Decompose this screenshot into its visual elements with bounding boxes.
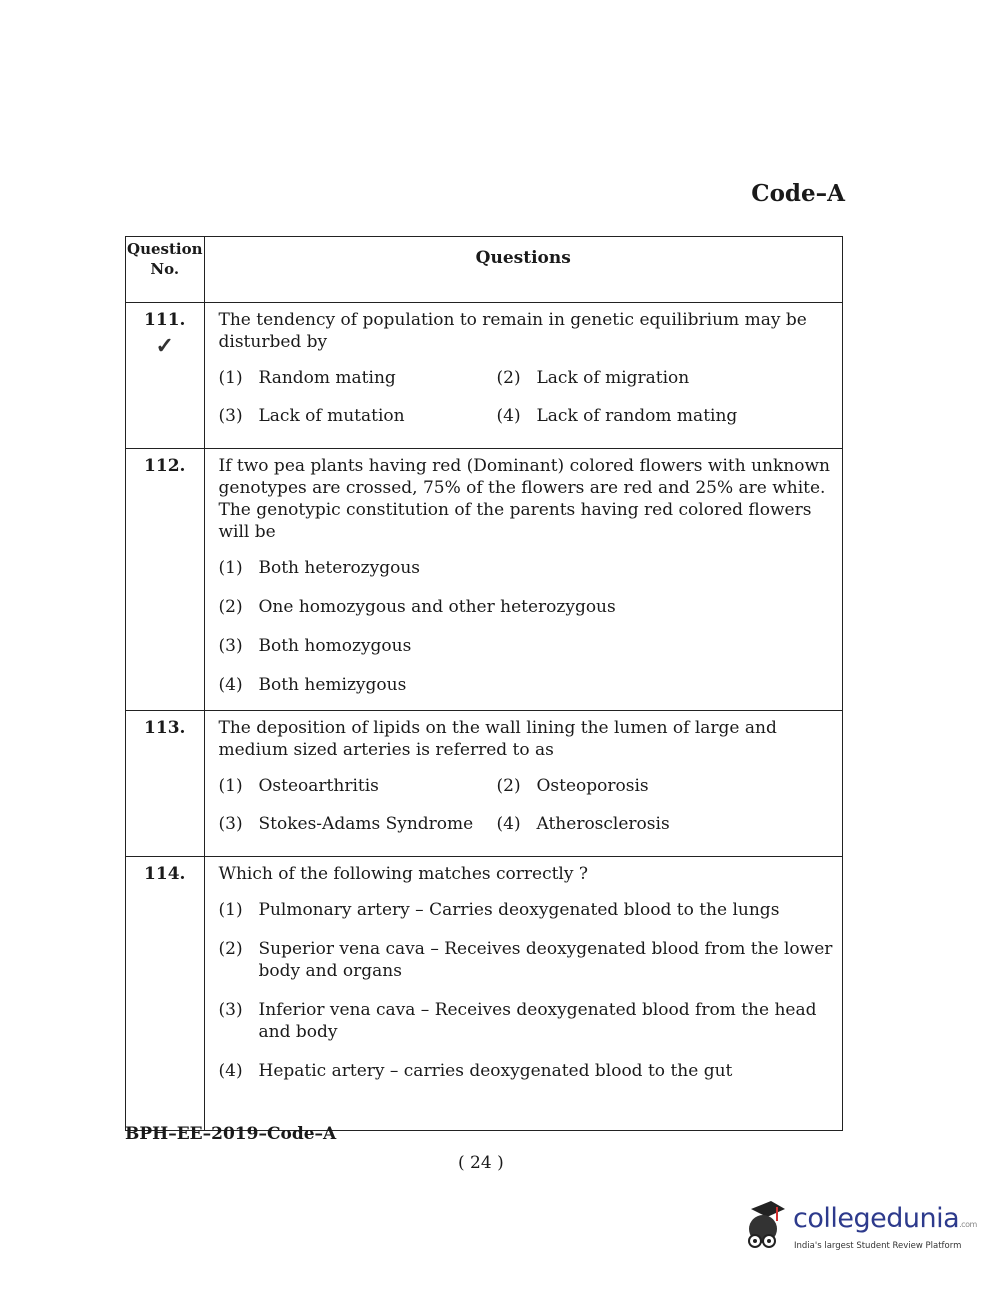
question-row-113 (126, 711, 843, 857)
question-text-cell (204, 857, 843, 1131)
question-text-cell (204, 449, 843, 711)
question-row-111 (126, 303, 843, 449)
question-number: 111. (144, 310, 186, 330)
footer-paper-code: BPH–EE–2019–Code–A (125, 1124, 337, 1144)
option-4: (4) Lack of random mating (496, 406, 738, 426)
option-3: (3) Stokes-Adams Syndrome (218, 814, 474, 834)
question-number-cell (126, 303, 205, 449)
option-grid (219, 775, 837, 835)
question-number-cell (126, 711, 205, 857)
question-number: 114. (144, 864, 186, 884)
question-stem: The tendency of population to remain in genetic equilibrium may be disturbed by (218, 310, 807, 352)
option-1: (1) Osteoarthritis (218, 776, 379, 796)
question-stem: Which of the following matches correctly ? (218, 864, 588, 884)
column-header-question-no: Question No. (126, 237, 205, 303)
option-list (219, 899, 837, 1082)
question-text-cell (204, 711, 843, 857)
check-mark-icon: ✓ (155, 333, 174, 359)
option-3: (3) Lack of mutation (218, 406, 405, 426)
option-3: (3) Inferior vena cava – Receives deoxygenated blood from the head and body (218, 1000, 817, 1042)
option-2: (2) Superior vena cava – Receives deoxygenated blood from the lower body and organs (218, 939, 833, 981)
option-4: (4) Hepatic artery – carries deoxygenated blood to the gut (218, 1061, 733, 1081)
option-4: (4) Atherosclerosis (496, 814, 670, 834)
question-number: 112. (144, 456, 186, 476)
question-number: 113. (144, 718, 186, 738)
question-table (125, 236, 843, 1131)
question-number-cell (126, 857, 205, 1131)
question-number-cell (126, 449, 205, 711)
question-stem: If two pea plants having red (Dominant) colored flowers with unknown genotypes are crossed, 75% of the flowers are red and 25% are white. The genotypic constitution of the parents having red colored flowers will be (218, 456, 830, 542)
brand-name: collegedunia.com (793, 1203, 977, 1234)
option-1: (1) Both heterozygous (218, 558, 421, 578)
option-2: (2) Lack of migration (496, 368, 690, 388)
option-2: (2) Osteoporosis (496, 776, 649, 796)
option-1: (1) Pulmonary artery – Carries deoxygenated blood to the lungs (218, 900, 780, 920)
question-row-112 (126, 449, 843, 711)
option-list (219, 557, 837, 696)
mascot-logo-icon (737, 1199, 789, 1257)
question-text-cell (204, 303, 843, 449)
option-grid (219, 367, 837, 427)
option-3: (3) Both homozygous (218, 636, 412, 656)
question-row-114 (126, 857, 843, 1131)
option-1: (1) Random mating (218, 368, 396, 388)
collegedunia-watermark (737, 1199, 977, 1261)
option-2: (2) One homozygous and other heterozygous (218, 597, 616, 617)
paper-code: Code–A (751, 180, 845, 207)
column-header-questions: Questions (204, 237, 843, 303)
table-header-row (126, 237, 843, 303)
page-number: ( 24 ) (458, 1153, 504, 1173)
option-4: (4) Both hemizygous (218, 675, 407, 695)
question-stem: The deposition of lipids on the wall lining the lumen of large and medium sized arteries is referred to as (218, 718, 777, 760)
brand-tagline: India's largest Student Review Platform (794, 1241, 962, 1251)
